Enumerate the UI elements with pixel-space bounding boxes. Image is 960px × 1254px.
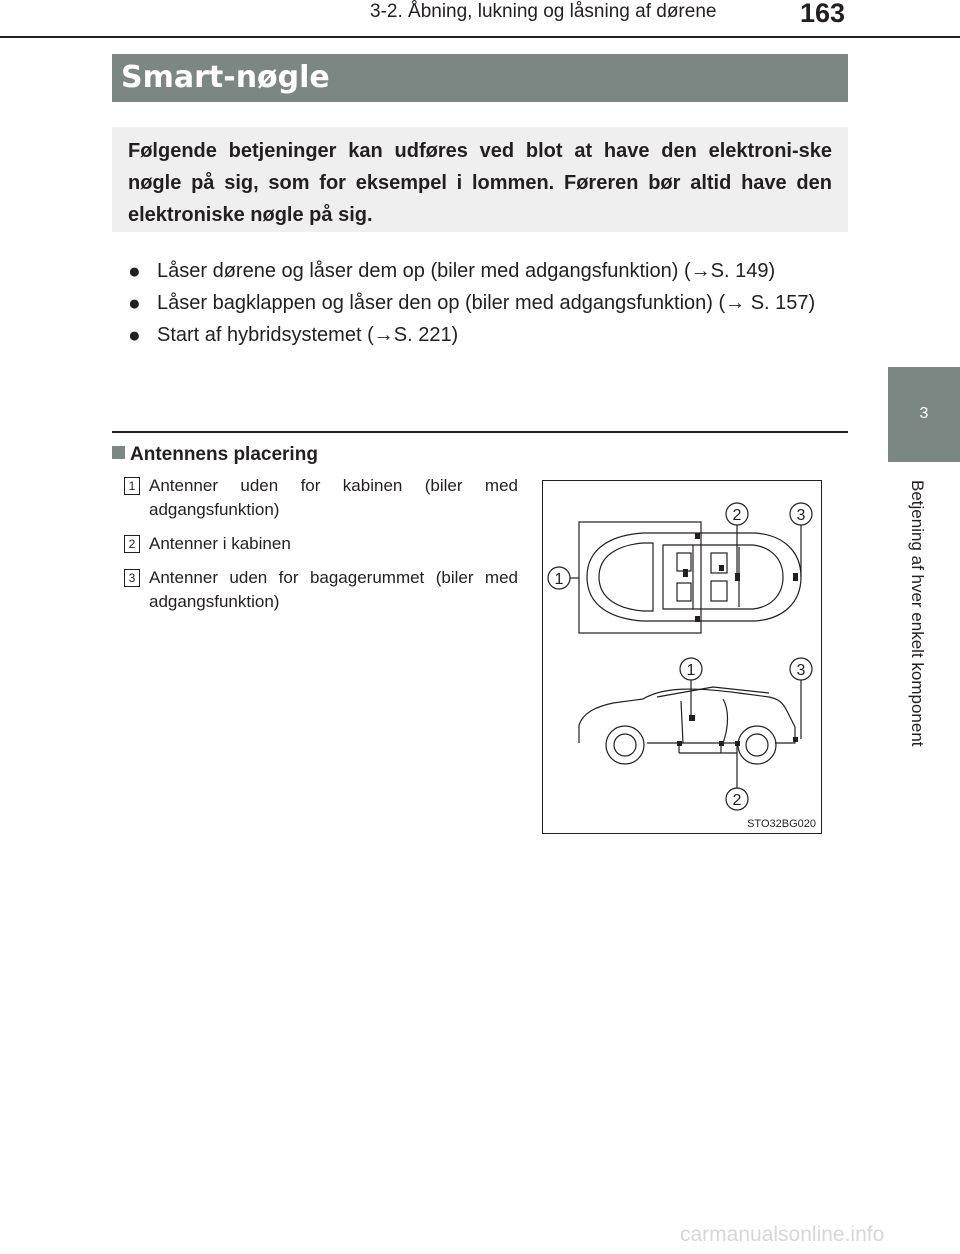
section-rule — [112, 431, 848, 433]
bullet-icon: ● — [128, 260, 141, 283]
watermark: carmanualsonline.info — [680, 1223, 885, 1246]
legend-number-badge: 1 — [124, 477, 140, 495]
legend-text: Antenner uden for bagagerummet (biler med adgangsfunktion) — [149, 568, 518, 611]
chapter-tab — [888, 367, 960, 462]
page-header-section: 3-2. Åbning, lukning og låsning af dørene — [370, 1, 717, 22]
feature-list — [128, 256, 840, 352]
legend-item — [124, 474, 518, 522]
page-number: 163 — [800, 0, 846, 28]
callout-number: 3 — [796, 507, 806, 524]
callout-number: 1 — [554, 571, 564, 588]
callout-number: 3 — [796, 662, 806, 679]
title-bar — [112, 54, 848, 102]
list-item — [128, 256, 840, 287]
legend-number-badge: 3 — [124, 569, 140, 587]
callout-number: 2 — [732, 792, 742, 809]
callout-number: 1 — [686, 662, 696, 679]
legend-item — [124, 532, 518, 556]
subheading — [112, 444, 318, 466]
bullet-icon: ● — [128, 292, 141, 315]
chapter-number: 3 — [919, 405, 929, 422]
bullet-icon: ● — [128, 324, 141, 347]
square-bullet-icon — [112, 446, 125, 459]
list-item — [128, 320, 840, 351]
legend-item — [124, 566, 518, 614]
list-item-text: Låser dørene og låser dem op (biler med adgangsfunktion) (→S. 149) — [157, 260, 776, 282]
legend-text: Antenner i kabinen — [149, 534, 291, 553]
callout-number: 2 — [732, 507, 742, 524]
car-top-view-icon — [587, 533, 801, 621]
page-title: Smart-nøgle — [121, 60, 330, 95]
list-item-text: Start af hybridsystemet (→S. 221) — [157, 324, 459, 346]
list-item — [128, 288, 840, 319]
header-rule — [0, 36, 960, 38]
antenna-legend — [124, 474, 518, 624]
subheading-text: Antennens placering — [130, 444, 318, 465]
intro-text: Følgende betjeninger kan udføres ved blot at have den elektroni-ske nøgle på sig, som for eksempel i lommen. Føreren bør altid have den elektroniske nøgle på sig. — [128, 140, 832, 226]
intro-box — [112, 127, 848, 232]
legend-text: Antenner uden for kabinen (biler med adgangsfunktion) — [149, 476, 518, 519]
legend-number-badge: 2 — [124, 535, 140, 553]
top-view-frame — [579, 522, 701, 633]
antenna-diagram — [542, 480, 822, 834]
car-diagram-illustration — [543, 481, 823, 835]
chapter-title: Betjening af hver enkelt komponent — [908, 480, 927, 747]
list-item-text: Låser bagklappen og låser den op (biler med adgangsfunktion) (→ S. 157) — [157, 292, 816, 314]
figure-code: STO32BG020 — [747, 818, 816, 830]
